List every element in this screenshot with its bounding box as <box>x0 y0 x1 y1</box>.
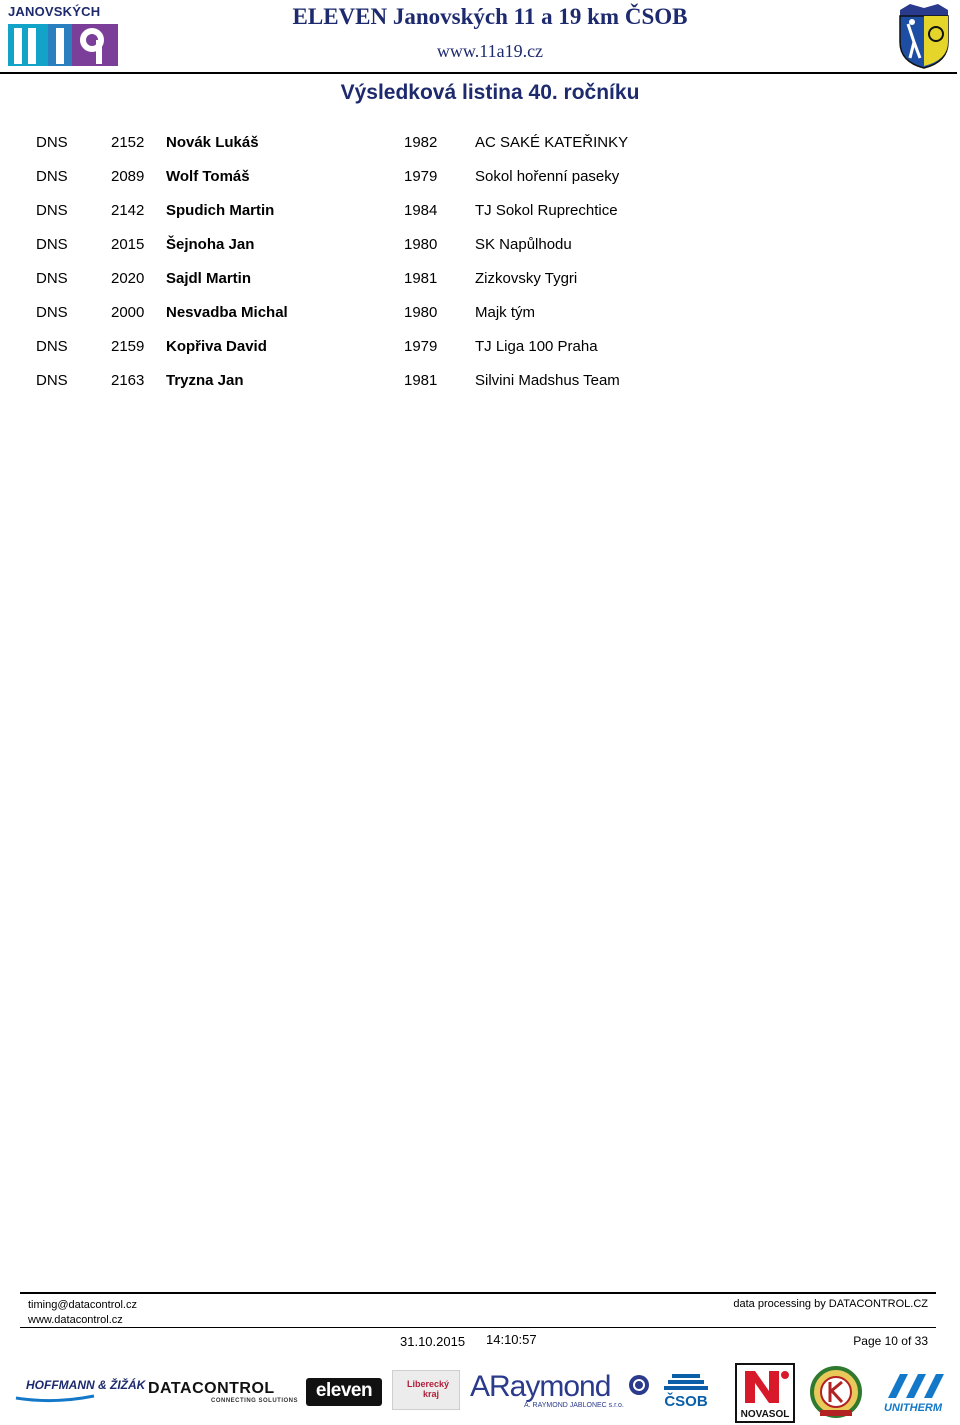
club-cell: Majk tým <box>475 304 535 321</box>
header-rule <box>0 72 957 74</box>
name-cell: Novák Lukáš <box>166 134 259 151</box>
race-logo <box>8 4 120 68</box>
sponsor-unitherm-text: UNITHERM <box>883 1402 943 1414</box>
unitherm-stripes-icon <box>878 1370 948 1400</box>
csob-wave-icon <box>662 1372 710 1394</box>
footer-processing-credit: data processing by DATACONTROL.CZ <box>733 1298 928 1310</box>
year-cell: 1984 <box>404 202 438 219</box>
bib-cell: 2000 <box>111 304 145 321</box>
status-cell: DNS <box>36 134 68 151</box>
footer-rule-bottom <box>20 1327 936 1328</box>
town-coat-of-arms-icon <box>896 2 952 70</box>
sponsor-kraj-text: kraj <box>423 1389 440 1399</box>
sponsor-eleven-logo <box>306 1378 382 1406</box>
event-website: www.11a19.cz <box>436 41 544 61</box>
sponsor-liberecky-kraj-logo <box>392 1370 460 1410</box>
footer-date: 31.10.2015 <box>400 1334 466 1349</box>
table-row <box>0 162 960 196</box>
table-row <box>0 128 960 162</box>
table-row <box>0 264 960 298</box>
status-cell: DNS <box>36 338 68 355</box>
bib-cell: 2159 <box>111 338 145 355</box>
sponsor-novasol-logo <box>735 1363 795 1423</box>
bib-cell: 2089 <box>111 168 145 185</box>
name-cell: Kopřiva David <box>166 338 267 355</box>
sponsor-crest-icon <box>806 1364 866 1420</box>
sponsor-datacontrol-text: DATACONTROL <box>148 1380 275 1397</box>
status-cell: DNS <box>36 372 68 389</box>
status-cell: DNS <box>36 270 68 287</box>
sponsor-hoffmann-logo <box>14 1378 146 1404</box>
sponsor-datacontrol-logo <box>148 1380 298 1408</box>
year-cell: 1981 <box>404 270 438 287</box>
footer-email: timing@datacontrol.cz <box>28 1299 137 1311</box>
footer-website: www.datacontrol.cz <box>28 1314 123 1326</box>
year-cell: 1980 <box>404 236 438 253</box>
novasol-n-icon <box>739 1367 791 1407</box>
sponsor-csob-text: ČSOB <box>664 1393 708 1410</box>
footer-rule-top <box>20 1292 936 1294</box>
sponsor-novasol-text: NOVASOL <box>740 1409 790 1420</box>
sponsor-csob-logo <box>662 1372 710 1410</box>
bib-cell: 2163 <box>111 372 145 389</box>
table-row <box>0 196 960 230</box>
sponsor-hoffmann-text: HOFFMANN & ŽIŽÁK <box>26 1378 146 1392</box>
table-row <box>0 230 960 264</box>
sponsor-araymond-text: ARaymond <box>470 1370 611 1403</box>
club-cell: TJ Liga 100 Praha <box>475 338 598 355</box>
status-cell: DNS <box>36 202 68 219</box>
table-row <box>0 332 960 366</box>
sponsor-araymond-subtext: A. RAYMOND JABLONEC s.r.o. <box>524 1402 624 1409</box>
name-cell: Šejnoha Jan <box>166 236 255 253</box>
results-subtitle: Výsledková listina 40. ročníku <box>340 81 640 104</box>
table-row <box>0 298 960 332</box>
status-cell: DNS <box>36 236 68 253</box>
name-cell: Wolf Tomáš <box>166 168 250 185</box>
bib-cell: 2142 <box>111 202 145 219</box>
year-cell: 1980 <box>404 304 438 321</box>
sponsor-datacontrol-tagline: CONNECTING SOLUTIONS <box>210 1398 298 1404</box>
year-cell: 1981 <box>404 372 438 389</box>
year-cell: 1979 <box>404 168 438 185</box>
club-cell: AC SAKÉ KATEŘINKY <box>475 134 629 151</box>
name-cell: Tryzna Jan <box>166 372 244 389</box>
footer-time: 14:10:57 <box>486 1332 537 1347</box>
araymond-badge-icon <box>628 1374 650 1396</box>
club-cell: TJ Sokol Ruprechtice <box>475 202 618 219</box>
table-row <box>0 366 960 400</box>
name-cell: Nesvadba Michal <box>166 304 288 321</box>
status-cell: DNS <box>36 304 68 321</box>
bib-cell: 2020 <box>111 270 145 287</box>
sponsor-araymond-logo <box>470 1370 654 1410</box>
page-number: Page 10 of 33 <box>853 1334 928 1348</box>
sponsor-unitherm-logo <box>878 1370 948 1414</box>
year-cell: 1982 <box>404 134 438 151</box>
club-cell: Silvini Madshus Team <box>475 372 620 389</box>
status-cell: DNS <box>36 168 68 185</box>
race-logo-graphic <box>8 4 120 68</box>
club-cell: SK Napůlhodu <box>475 236 572 253</box>
name-cell: Spudich Martin <box>166 202 275 219</box>
bib-cell: 2152 <box>111 134 145 151</box>
race-logo-text: JANOVSKÝCH <box>8 4 101 19</box>
results-table <box>0 128 960 400</box>
club-cell: Zizkovsky Tygri <box>475 270 578 287</box>
bib-cell: 2015 <box>111 236 145 253</box>
sponsor-liberecky-text: Liberecký <box>407 1379 450 1389</box>
page-title: ELEVEN Janovských 11 a 19 km ČSOB <box>292 4 688 29</box>
name-cell: Sajdl Martin <box>166 270 252 287</box>
sponsor-eleven-text: eleven <box>315 1380 373 1401</box>
year-cell: 1979 <box>404 338 438 355</box>
club-cell: Sokol hořenní paseky <box>475 168 620 185</box>
